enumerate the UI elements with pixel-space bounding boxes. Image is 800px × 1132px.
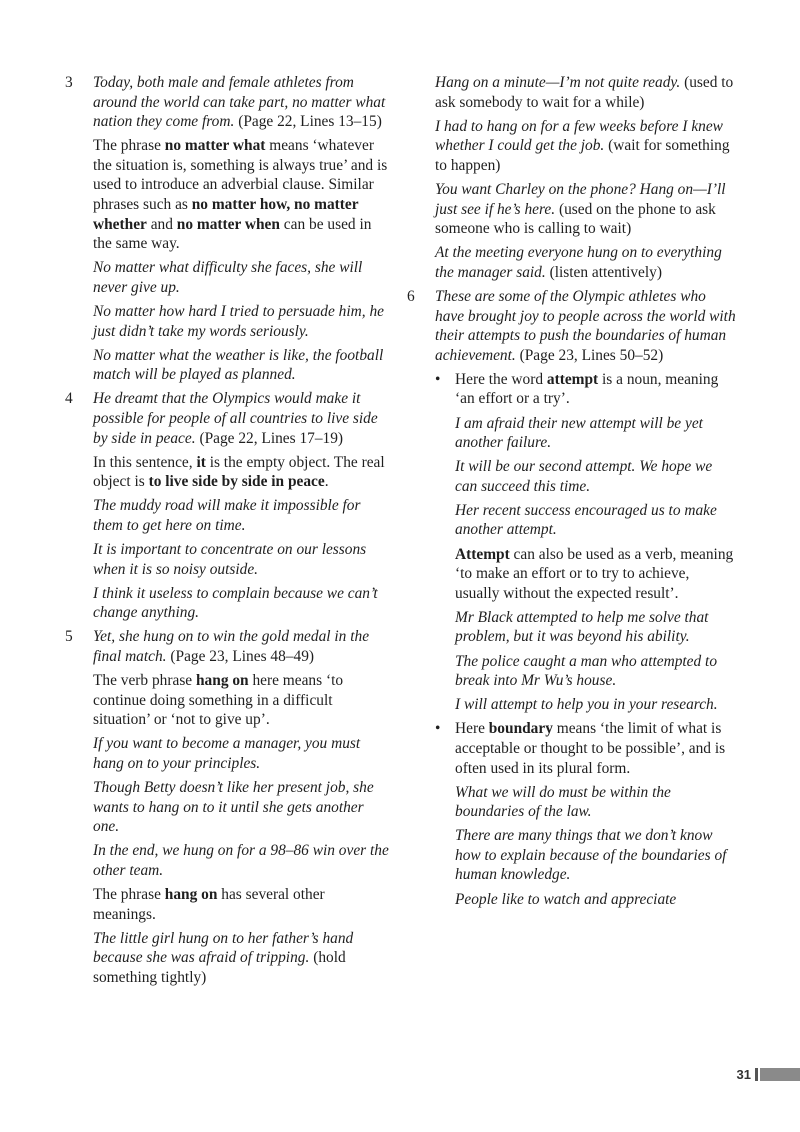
example-sentence: It is important to concentrate on our lessons when it is so noisy outside. [93,541,367,578]
page-tab-divider [755,1068,758,1081]
explanation: Attempt can also be used as a verb, meaning ‘to make an effort or to try to achieve, usually without the expected result’. [455,545,734,602]
note-item-5 [65,627,390,987]
item-number: 3 [65,74,73,91]
item-number: 4 [65,390,73,408]
example-sentence: At the meeting everyone hung on to everything the manager said. (listen attentively) [435,244,722,281]
example-sentence: Though Betty doesn’t like her present job, she wants to hang on to it until she gets another one. [93,779,374,836]
explanation: The verb phrase hang on here means ‘to continue doing something in a difficult situation’ or ‘not to give up’. [93,672,344,729]
item-number: 5 [65,628,73,646]
bullet-attempt [435,370,737,715]
right-column [407,73,737,914]
example-sentence: I will attempt to help you in your research. [455,696,718,714]
example-sentence: You want Charley on the phone? Hang on—I’ll just see if he’s here. (used on the phone to ask someone who is calling to wait) [435,180,726,238]
explanation: In this sentence, it is the empty object. The real object is to live side by side in peace. [93,453,385,491]
source-sentence: These are some of the Olympic athletes who have brought joy to people across the world with their attempts to push the boundaries of human achievement. (Page 23, Lines 50–52) [435,287,736,364]
example-sentence: The police caught a man who attempted to break into Mr Wu’s house. [455,652,718,690]
explanation: Here the word attempt is a noun, meaning ‘an effort or a try’. [455,370,719,408]
example-sentence: No matter what difficulty she faces, she will never give up. [93,259,363,296]
source-sentence: He dreamt that the Olympics would make it possible for people of all countries to live side by side in peace. (Page 22, Lines 17–19) [93,390,378,447]
example-sentence: If you want to become a manager, you must hang on to your principles. [93,735,361,772]
bullet-icon: • [435,370,441,388]
example-sentence: No matter what the weather is like, the football match will be played as planned. [93,346,384,384]
page-number-label: 31 [736,1066,751,1082]
example-sentence: The muddy road will make it impossible for them to get here on time. [93,497,361,534]
example-sentence: I am afraid their new attempt will be yet another failure. [455,414,703,452]
explanation: The phrase no matter what means ‘whatever the situation is, something is always true’ and is used to introduce an adverbial clause. Similar phrases such as no matter how, no matter whether and no matter when can be used in the same way. [93,137,388,253]
note-item-4 [65,389,390,623]
example-sentence: What we will do must be within the boundaries of the law. [455,783,671,821]
explanation: The phrase hang on has several other meanings. [93,886,325,923]
example-sentence: No matter how hard I tried to persuade him, he just didn’t take my words seriously. [93,303,384,340]
source-sentence: Yet, she hung on to win the gold medal in the final match. (Page 23, Lines 48–49) [93,628,370,666]
source-sentence: Today, both male and female athletes from around the world can take part, no matter what nation they come from. (Page 22, Lines 13–15) [93,74,386,131]
page-number [737,1065,800,1083]
note-item-6 [407,287,737,909]
example-sentence: There are many things that we don’t know how to explain because of the boundaries of human knowledge. [455,827,727,884]
example-sentence: In the end, we hung on for a 98–86 win over the other team. [93,842,389,879]
item-number: 6 [407,287,415,305]
note-item-5-continued [407,73,737,282]
example-sentence: Hang on a minute—I’m not quite ready. (used to ask somebody to wait for a while) [435,74,734,111]
bullet-icon: • [435,720,441,738]
explanation: Here boundary means ‘the limit of what is acceptable or thought to be possible’, and is often used in its plural form. [455,720,726,777]
example-sentence: I had to hang on for a few weeks before I knew whether I could get the job. (wait for something to happen) [435,117,730,174]
example-sentence: Her recent success encouraged us to make another attempt. [455,501,717,539]
example-sentence: People like to watch and appreciate [455,890,677,908]
example-sentence: The little girl hung on to her father’s hand because she was afraid of tripping. (hold something tightly) [93,929,354,986]
left-column [65,73,390,992]
page-tab [760,1068,800,1081]
example-sentence: Mr Black attempted to help me solve that problem, but it was beyond his ability. [455,608,709,646]
bullet-boundary [435,719,737,909]
example-sentence: It will be our second attempt. We hope we can succeed this time. [455,458,713,495]
note-item-3 [65,73,390,385]
example-sentence: I think it useless to complain because we can’t change anything. [93,584,378,622]
